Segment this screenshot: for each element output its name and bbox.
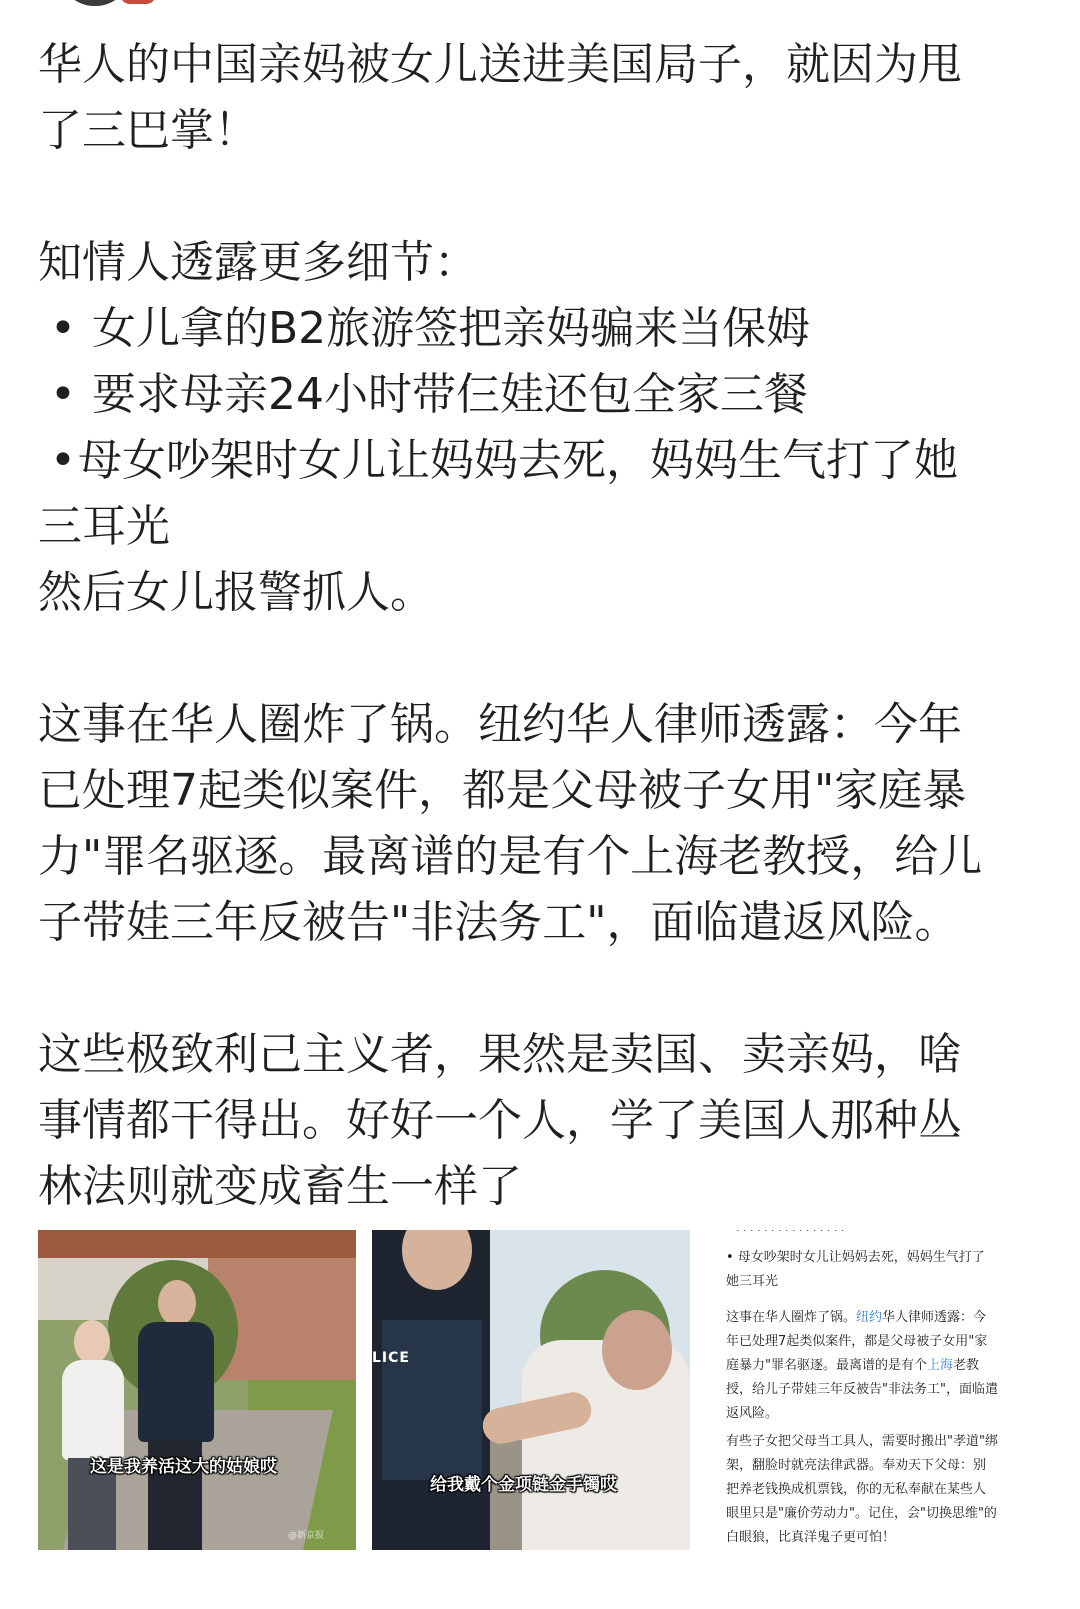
- screenshot-line: 有些子女把父母当工具人，需要时搬出"孝道"绑: [726, 1434, 998, 1449]
- screenshot-paragraph-b: [726, 1430, 1026, 1550]
- person-officer: [134, 1280, 216, 1550]
- image-thumbnail-2[interactable]: [372, 1230, 690, 1550]
- highlight-link[interactable]: 纽约: [856, 1310, 883, 1325]
- bullet-text: 母女吵架时女儿让妈妈去死，妈妈生气打了她: [78, 435, 958, 486]
- police-badge-text: LICE: [372, 1350, 410, 1366]
- post-title-line-2: 了三巴掌！: [38, 105, 258, 156]
- image-thumbnail-3-text-screenshot[interactable]: [706, 1230, 1038, 1550]
- scene-roof: [38, 1230, 356, 1258]
- person-officer: [372, 1230, 490, 1550]
- bullet-item-1: [38, 296, 1038, 362]
- after-bullets-text: 然后女儿报警抓人。: [38, 567, 434, 618]
- person-suspect-head: [602, 1310, 672, 1390]
- screenshot-line: 把养老钱换成机票钱，你的无私奉献在某些人: [726, 1482, 987, 1497]
- bullet-dot: •: [50, 435, 76, 486]
- post-title-line-1: 华人的中国亲妈被女儿送进美国局子，就因为甩: [38, 39, 962, 90]
- screenshot-line: 架，翻脸时就亮法律武器。奉劝天下父母：别: [726, 1458, 987, 1473]
- screenshot-line: 眼里只是"廉价劳动力"。记住，会"切换思维"的: [726, 1506, 997, 1521]
- cropped-text-row: · · · · · · · · · · · · · · · ·: [736, 1230, 845, 1237]
- screenshot-line: 她三耳光: [726, 1274, 779, 1289]
- screenshot-line: • 母女吵架时女儿让妈妈去死，妈妈生气打了: [726, 1250, 985, 1265]
- paragraph-2-line-4: 子带娃三年反被告"非法务工"，面临遣返风险。: [38, 897, 959, 948]
- screenshot-paragraph-a: [726, 1306, 1026, 1426]
- video-caption: 给我戴个金项链金手镯哎: [430, 1475, 617, 1495]
- screenshot-line: 授，给儿子带娃三年反被告"非法务工"，面临遣: [726, 1382, 998, 1397]
- bullet-dot: •: [50, 369, 76, 420]
- bullet-item-3-continued: 三耳光: [38, 501, 170, 552]
- avatar-badge: [120, 0, 156, 4]
- bullet-text: 要求母亲24小时带仨娃还包全家三餐: [92, 369, 808, 420]
- bullet-text: 女儿拿的B2旅游签把亲妈骗来当保姆: [92, 303, 811, 354]
- details-heading: 知情人透露更多细节：: [38, 237, 478, 288]
- bullet-item-2: [38, 362, 1038, 428]
- paragraph-3-line-3: 林法则就变成畜生一样了: [38, 1161, 522, 1212]
- paragraph-3-line-1: 这些极致利己主义者，果然是卖国、卖亲妈，啥: [38, 1029, 962, 1080]
- watermark: @新京报: [288, 1531, 325, 1541]
- paragraph-2-line-3: 力"罪名驱逐。最离谱的是有个上海老教授，给儿: [38, 831, 983, 882]
- paragraph-3-line-2: 事情都干得出。好好一个人，学了美国人那种丛: [38, 1095, 962, 1146]
- highlight-link[interactable]: 上海: [926, 1358, 953, 1373]
- bullet-item-3: [38, 428, 1038, 494]
- person-woman: [56, 1320, 128, 1550]
- bullet-dot: •: [50, 303, 76, 354]
- video-caption: 这是我养活这大的姑娘哎: [90, 1457, 277, 1477]
- post-body: [38, 32, 1038, 1220]
- screenshot-line: 庭暴力"罪名驱逐。最离谱的是有个上海老教: [726, 1358, 980, 1373]
- image-grid: [38, 1230, 1038, 1550]
- screenshot-bullet: [726, 1246, 1026, 1294]
- screenshot-line: 年已处理7起类似案件，都是父母被子女用"家: [726, 1334, 988, 1349]
- paragraph-2-line-2: 已处理7起类似案件，都是父母被子女用"家庭暴: [38, 765, 967, 816]
- image-thumbnail-1[interactable]: [38, 1230, 356, 1550]
- screenshot-line: 这事在华人圈炸了锅。纽约华人律师透露：今: [726, 1310, 987, 1325]
- screenshot-line: 白眼狼，比真洋鬼子更可怕！: [726, 1530, 896, 1545]
- avatar[interactable]: [60, 0, 130, 6]
- paragraph-2-line-1: 这事在华人圈炸了锅。纽约华人律师透露：今年: [38, 699, 962, 750]
- screenshot-line: 返风险。: [726, 1406, 779, 1421]
